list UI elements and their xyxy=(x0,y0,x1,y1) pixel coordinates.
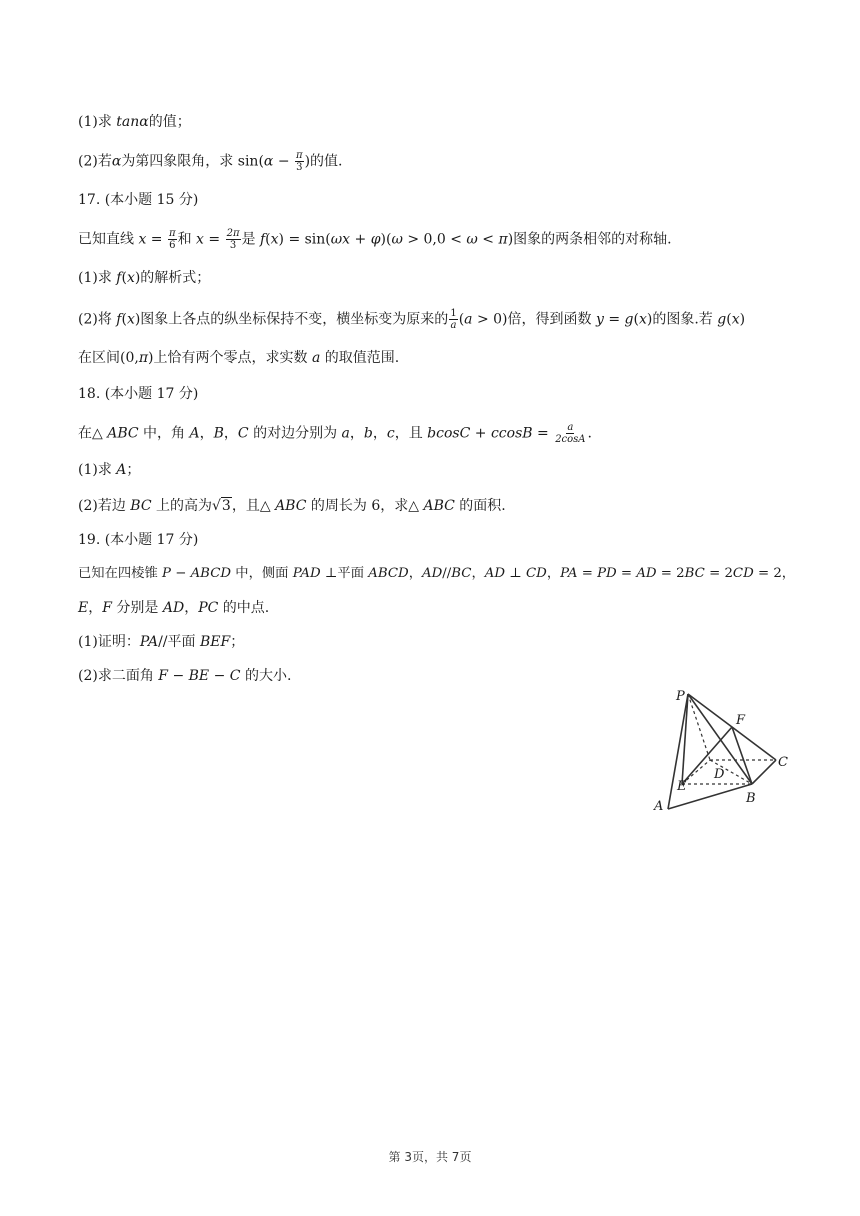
vertex-label-P: P xyxy=(676,689,685,704)
edge-EF xyxy=(682,727,732,784)
fraction-2pi-over-3: $\frac{2\pi}{3}$ xyxy=(226,228,240,251)
problem-17-part-1: (1)求 f(x)的解析式； xyxy=(78,270,211,286)
pyramid-figure xyxy=(648,684,808,816)
problem-18-part-1: (1)求 A； xyxy=(78,462,141,478)
problem-19-part-2: (2)求二面角 F − BE − C 的大小. xyxy=(78,668,292,684)
problem-17-statement: 已知直线 x = $\frac{\pi}{6}$ 和 x = $\frac{2\pi}{3}$ 是 f(x) = sin(ωx + φ)(ω > 0,0 < ω < π)图象的两条相邻的对称轴. xyxy=(78,228,672,251)
problem-18-part-2: (2)若边 BC 上的高为√3，且△ ABC 的周长为 6，求△ ABC 的面积. xyxy=(78,498,506,514)
problem-17-part-2-continued: 在区间(0,π)上恰有两个零点，求实数 a 的取值范围. xyxy=(78,350,400,366)
problem-18-statement: 在△ ABC 中，角 A，B，C 的对边分别为 a，b，c，且 bcosC + ccosB = $\frac{a}{2\cos A}$ . xyxy=(78,422,592,445)
vertex-label-A: A xyxy=(654,799,664,814)
fraction-a-over-2cosA: $\frac{a}{2\cos A}$ xyxy=(555,422,586,445)
problem-19-heading: 19. (本小题 17 分) xyxy=(78,532,199,548)
sqrt-symbol: √ xyxy=(212,498,221,514)
problem-17-part-2: (2)将 f(x)图象上各点的纵坐标保持不变，横坐标变为原来的 $\frac{1}{a}$ (a > 0)倍，得到函数 y = g(x)的图象.若 g(x) xyxy=(78,308,746,331)
problem-18-heading: 18. (本小题 17 分) xyxy=(78,386,199,402)
vertex-label-E: E xyxy=(677,779,687,794)
problem-19-part-1: (1)证明：PA//平面 BEF； xyxy=(78,634,245,650)
edge-BC xyxy=(752,760,776,784)
problem-17-heading: 17. (本小题 15 分) xyxy=(78,192,199,208)
problem-19-statement-continued: E，F 分别是 AD，PC 的中点. xyxy=(78,600,270,616)
vertex-label-C: C xyxy=(778,755,788,770)
page-footer: 第 3页，共 7页 xyxy=(388,1150,472,1164)
edge-PD-hidden xyxy=(688,694,710,760)
fraction-1-over-a: $\frac{1}{a}$ xyxy=(450,308,457,331)
vertex-label-D: D xyxy=(714,767,725,782)
part-1-question: (1)求 tanα的值； xyxy=(78,114,191,130)
vertex-label-F: F xyxy=(736,713,746,728)
problem-19-statement: 已知在四棱锥 P − ABCD 中，侧面 PAD ⊥平面 ABCD，AD//BC，AD ⊥ CD，PA = PD = AD = 2BC = 2CD = 2， xyxy=(78,566,796,581)
part-2-question: (2)若α为第四象限角，求 sin(α − $\frac{\pi}{3}$ )的值. xyxy=(78,150,343,173)
fraction-pi-over-3: $\frac{\pi}{3}$ xyxy=(296,150,303,173)
vertex-label-B: B xyxy=(746,791,756,806)
fraction-pi-over-6: $\frac{\pi}{6}$ xyxy=(169,228,176,251)
edge-FB xyxy=(732,727,752,784)
